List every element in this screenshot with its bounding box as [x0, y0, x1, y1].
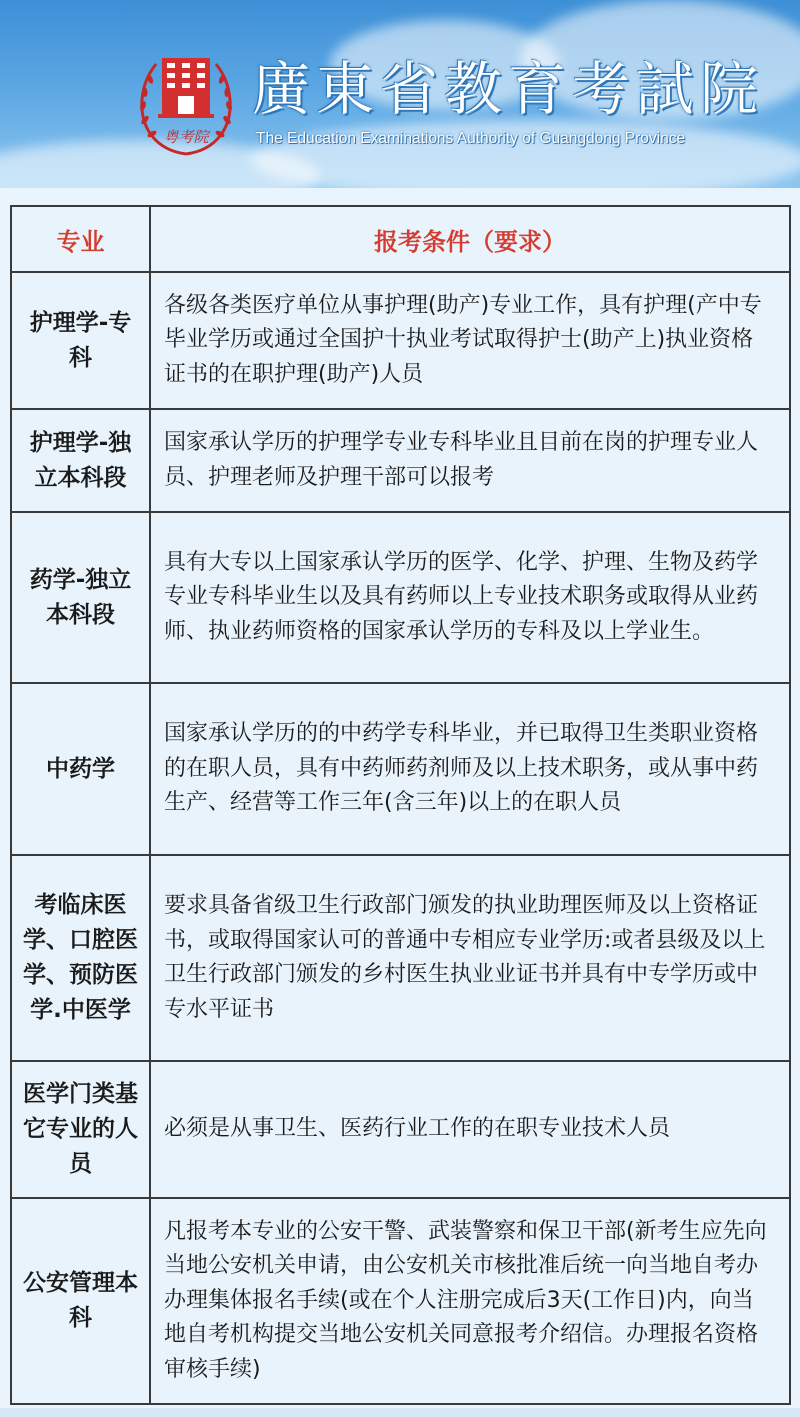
requirement-cell: 国家承认学历的的中药学专科毕业，并已取得卫生类职业资格的在职人员，具有中药师药剂师及以上技术职务，或从事中药生产、经营等工作三年(含三年)以上的在职人员 [150, 683, 790, 855]
table-row [11, 272, 790, 409]
table-header-row [11, 206, 790, 272]
major-cell: 护理学-独立本科段 [11, 409, 150, 512]
requirement-cell: 国家承认学历的护理学专业专科毕业且目前在岗的护理专业人员、护理老师及护理干部可以报考 [150, 409, 790, 512]
page-title: 廣東省教育考試院 [252, 55, 765, 123]
table-row [11, 512, 790, 683]
requirement-cell: 必须是从事卫生、医药行业工作的在职专业技术人员 [150, 1061, 790, 1198]
major-cell: 药学-独立本科段 [11, 512, 150, 683]
table-row [11, 409, 790, 512]
requirement-cell: 要求具备省级卫生行政部门颁发的执业助理医师及以上资格证书，或取得国家认可的普通中专相应专业学历:或者县级及以上卫生行政部门颁发的乡村医生执业业证书并具有中专学历或中专水平证书 [150, 855, 790, 1061]
requirements-table-container [10, 205, 791, 1405]
major-cell: 公安管理本科 [11, 1198, 150, 1404]
bottom-strip [0, 1408, 800, 1417]
major-cell: 医学门类基它专业的人员 [11, 1061, 150, 1198]
major-cell: 中药学 [11, 683, 150, 855]
table-row [11, 1198, 790, 1404]
logo-signature: 粤考院 [163, 128, 209, 146]
major-cell: 护理学-专科 [11, 272, 150, 409]
building-emblem-icon [136, 50, 236, 158]
requirement-cell: 凡报考本专业的公安干警、武装警察和保卫干部(新考生应先向当地公安机关申请，由公安机关市核批准后统一向当地自考办办理集体报名手续(或在个人注册完成后3天(工作日)内，向当地自考机构提交当地公安机关同意报考介绍信。办理报名资格审核手续) [150, 1198, 790, 1404]
major-cell: 考临床医学、口腔医学、预防医学.中医学 [11, 855, 150, 1061]
column-header-major: 专业 [11, 206, 150, 272]
table-row [11, 855, 790, 1061]
table-row [11, 1061, 790, 1198]
table-row [11, 683, 790, 855]
page-subtitle: The Education Examinations Authority of Guangdong Province [256, 130, 686, 147]
requirement-cell: 各级各类医疗单位从事护理(助产)专业工作，具有护理(产中专毕业学历或通过全国护十执业考试取得护士(助产上)执业资格证书的在职护理(助产)人员 [150, 272, 790, 409]
requirements-table [10, 205, 791, 1405]
column-header-requirement: 报考条件（要求） [150, 206, 790, 272]
requirement-cell: 具有大专以上国家承认学历的医学、化学、护理、生物及药学专业专科毕业生以及具有药师以上专业技术职务或取得从业药师、执业药师资格的国家承认学历的专科及以上学业生。 [150, 512, 790, 683]
header-banner [0, 0, 800, 188]
